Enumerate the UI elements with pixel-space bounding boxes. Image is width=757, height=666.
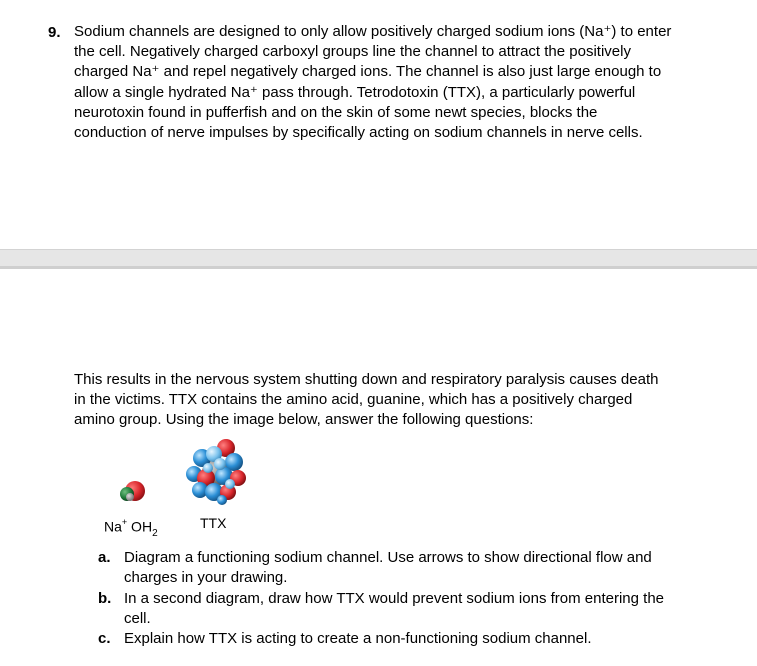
subquestion-text: Diagram a functioning sodium channel. Use arrows to show directional flow and charges in your drawing.	[124, 549, 652, 587]
question-text: Sodium channels are designed to only allow positively charged sodium ions (Na⁺) to enter the cell. Negatively charged carboxyl groups line the channel to attract the positively charged Na⁺ and repel negatively charged ions. The channel is also just large enough to allow a single hydrated Na⁺ pass through. Tetrodotoxin (TTX), a particularly powerful neurotoxin found in pufferfish and on the skin of some newt species, blocks the conduction of nerve impulses by specifically acting on sodium channels in nerve cells.	[74, 23, 672, 142]
subquestion-letter: b.	[98, 590, 112, 607]
na-label-charge: +	[121, 517, 128, 527]
na-label-oh: OH	[127, 518, 153, 535]
na-label-subscript: 2	[152, 528, 158, 540]
page-break-divider	[0, 249, 757, 269]
subquestion-letter: c.	[98, 630, 111, 647]
question-number: 9.	[48, 24, 61, 41]
na-label-base: Na	[104, 518, 122, 535]
ttx-label: TTX	[200, 515, 227, 531]
na-oh2-label	[104, 514, 158, 542]
subquestion-text: Explain how TTX is acting to create a non-functioning sodium channel.	[124, 630, 592, 647]
subquestion-text: In a second diagram, draw how TTX would prevent sodium ions from entering the cell.	[124, 590, 664, 628]
ttx-molecule-image	[180, 434, 252, 506]
question-continuation-text: This results in the nervous system shutting down and respiratory paralysis causes death in the victims. TTX contains the amino acid, guanine, which has a positively charged amino group. Using the image below, answer the following questions:	[74, 371, 659, 429]
na-oh2-molecule-image	[118, 477, 148, 507]
subquestion-letter: a.	[98, 549, 111, 566]
